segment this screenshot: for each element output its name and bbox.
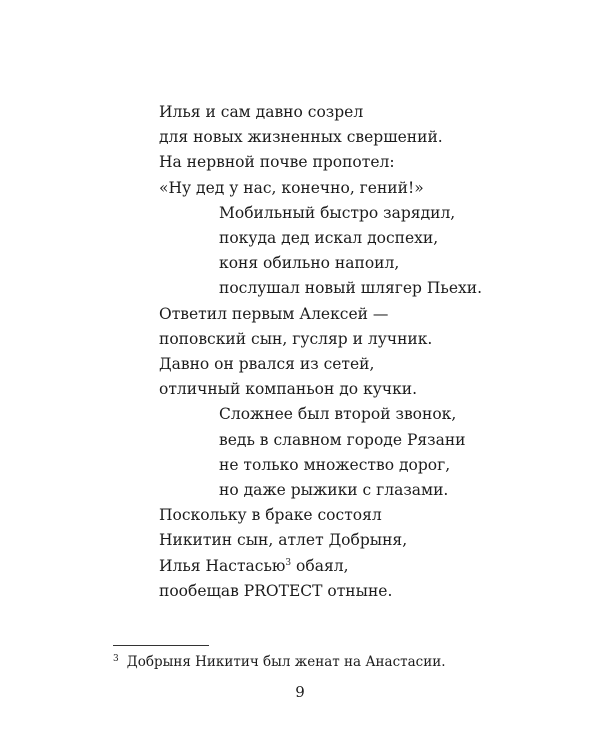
poem-line: для новых жизненных свершений. xyxy=(159,128,443,147)
footnote xyxy=(113,650,446,671)
poem-line: ведь в славном городе Рязани xyxy=(219,430,466,449)
stanza-1 xyxy=(159,100,559,201)
poem-line: коня обильно напоил, xyxy=(219,254,400,273)
poem-line: Никитин сын, атлет Добрыня, xyxy=(159,531,408,550)
poem-line: На нервной почве пропотел: xyxy=(159,153,395,172)
stanza-5 xyxy=(159,503,559,604)
stanza-3 xyxy=(159,302,559,403)
footnote-text: Добрыня Никитич был женат на Анастасии. xyxy=(126,654,446,670)
poem-line-with-footnote xyxy=(159,554,559,579)
poem-line: не только множество дорог, xyxy=(219,455,451,474)
poem-line: Мобильный быстро зарядил, xyxy=(219,203,456,222)
poem xyxy=(159,100,559,604)
poem-line: Сложнее был второй звонок, xyxy=(219,405,457,424)
footnote-reference[interactable]: 3 xyxy=(285,557,292,568)
poem-line: покуда дед искал доспехи, xyxy=(219,229,439,248)
stanza-2 xyxy=(159,201,559,302)
poem-line: но даже рыжики с глазами. xyxy=(219,481,449,500)
footnote-divider xyxy=(113,645,209,646)
poem-line: Поскольку в браке состоял xyxy=(159,506,382,525)
poem-line: послушал новый шлягер Пьехи. xyxy=(219,279,483,298)
poem-line: Ответил первым Алексей — xyxy=(159,304,389,323)
poem-line: Давно он рвался из сетей, xyxy=(159,355,375,374)
poem-line: «Ну дед у нас, конечно, гений!» xyxy=(159,178,424,197)
line-text: Илья Настасью xyxy=(159,556,286,575)
poem-line: отличный компаньон до кучки. xyxy=(159,380,418,399)
page-number: 9 xyxy=(295,683,305,701)
stanza-4 xyxy=(159,402,559,503)
poem-line: пообещав PROTECT отныне. xyxy=(159,581,393,600)
line-text: обаял, xyxy=(291,556,349,575)
poem-line: Илья и сам давно созрел xyxy=(159,103,364,121)
footnote-number: 3 xyxy=(113,654,119,664)
poem-line: поповский сын, гусляр и лучник. xyxy=(159,329,433,348)
